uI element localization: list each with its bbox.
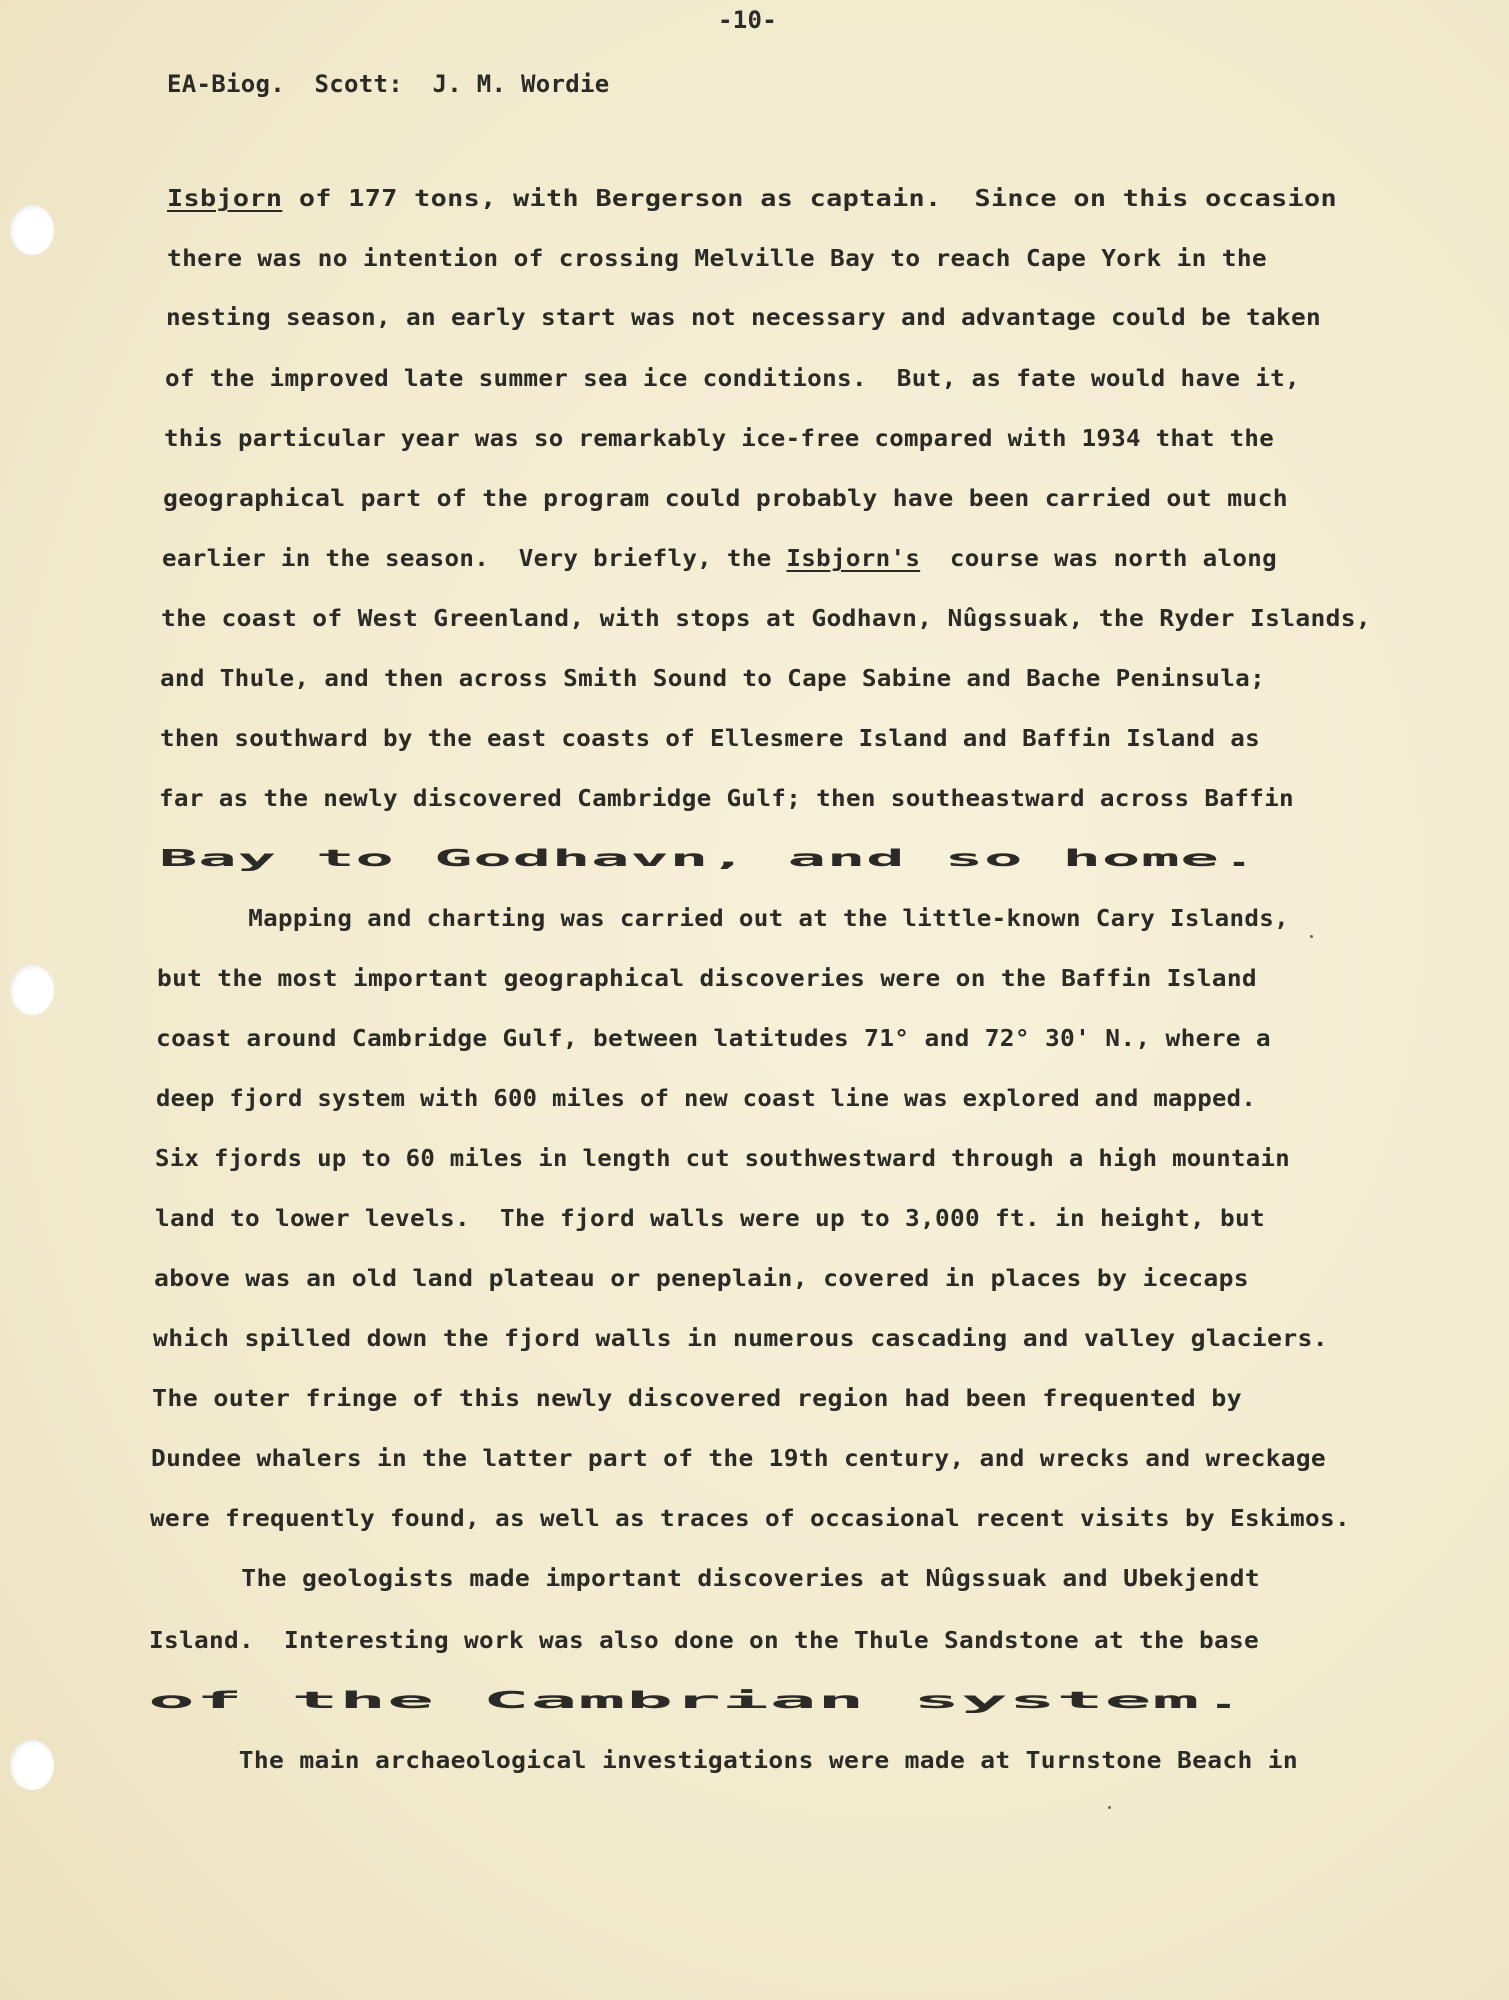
line-text: deep fjord system with 600 miles of new coast line was explored and mapped. — [156, 1086, 1256, 1112]
text-line — [150, 1568, 1260, 1591]
line-text: far as the newly discovered Cambridge Gulf; then southeastward across Baffin — [159, 786, 1294, 812]
line-text: then southward by the east coasts of Ellesmere Island and Baffin Island as — [160, 726, 1260, 752]
line-text: there was no intention of crossing Melville Bay to reach Cape York in the — [167, 246, 1267, 272]
page-number: -10- — [718, 6, 777, 34]
line-text: coast around Cambridge Gulf, between latitudes 71° and 72° 30' N., where a — [156, 1026, 1271, 1052]
text-line — [153, 1328, 1328, 1351]
line-text: geographical part of the program could probably have been carried out much — [163, 486, 1288, 512]
line-text: the coast of West Greenland, with stops at Godhavn, Nûgssuak, the Ryder Islands, — [161, 606, 1371, 632]
text-line — [160, 668, 1265, 691]
paper-speck — [1310, 935, 1313, 938]
text-line — [148, 1690, 1248, 1713]
line-text: Bay to Godhavn, and so home. — [159, 846, 1259, 872]
line-text: this particular year was so remarkably ice-free compared with 1934 that the — [164, 426, 1274, 452]
line-text: Dundee whalers in the latter part of the 19th century, and wrecks and wreckage — [151, 1446, 1326, 1472]
text-line — [159, 788, 1294, 811]
line-text: and Thule, and then across Smith Sound to Cape Sabine and Bache Peninsula; — [160, 666, 1265, 692]
text-line — [162, 548, 1277, 571]
text-line — [151, 1448, 1326, 1471]
text-line — [159, 848, 1259, 871]
line-text: of 177 tons, with Bergerson as captain. Since on this occasion — [282, 186, 1337, 212]
line-text: The geologists made important discoveries at Nûgssuak and Ubekjendt — [150, 1566, 1260, 1592]
text-line — [157, 968, 1257, 991]
text-line — [161, 608, 1371, 631]
text-line — [149, 1630, 1259, 1653]
text-line — [163, 488, 1288, 511]
line-text: of the Cambrian system. — [148, 1688, 1248, 1714]
text-line — [156, 1088, 1256, 1111]
line-text: but the most important geographical discoveries were on the Baffin Island — [157, 966, 1257, 992]
text-line — [166, 307, 1321, 330]
line-text: which spilled down the fjord walls in numerous cascading and valley glaciers. — [153, 1326, 1328, 1352]
text-line — [165, 368, 1300, 391]
text-line — [154, 1268, 1249, 1291]
line-text: earlier in the season. Very briefly, the — [162, 546, 787, 572]
line-text: Six fjords up to 60 miles in length cut southwestward through a high mountain — [155, 1146, 1290, 1172]
line-text: of the improved late summer sea ice conditions. But, as fate would have it, — [165, 366, 1300, 392]
line-text: Island. Interesting work was also done on the Thule Sandstone at the base — [149, 1628, 1259, 1654]
text-line — [155, 1148, 1290, 1171]
document-header: EA-Biog. Scott: J. M. Wordie — [167, 70, 610, 98]
punch-hole — [10, 1740, 54, 1790]
line-text: The main archaeological investigations were made at Turnstone Beach in — [148, 1748, 1298, 1774]
text-line — [156, 1028, 1271, 1051]
text-line — [150, 1508, 1350, 1531]
text-line — [155, 1208, 1265, 1231]
text-line — [148, 1750, 1298, 1773]
text-line — [167, 188, 1337, 211]
text-line — [164, 428, 1274, 451]
text-line — [152, 1388, 1242, 1411]
paper-speck — [1108, 1806, 1111, 1809]
ship-name: Isbjorn's — [786, 546, 921, 572]
line-text: Mapping and charting was carried out at the little-known Cary Islands, — [159, 906, 1289, 932]
line-text: nesting season, an early start was not necessary and advantage could be taken — [166, 305, 1321, 331]
line-text: above was an old land plateau or peneplain, covered in places by icecaps — [154, 1266, 1249, 1292]
line-text: The outer fringe of this newly discovered region had been frequented by — [152, 1386, 1242, 1412]
text-line — [160, 728, 1260, 751]
punch-hole — [10, 205, 54, 255]
line-text: land to lower levels. The fjord walls were up to 3,000 ft. in height, but — [155, 1206, 1265, 1232]
text-line — [167, 248, 1267, 271]
line-text: were frequently found, as well as traces of occasional recent visits by Eskimos. — [150, 1506, 1350, 1532]
line-text: course was north along — [920, 546, 1277, 572]
punch-hole — [10, 965, 54, 1015]
ship-name: Isbjorn — [167, 186, 283, 212]
text-line — [159, 908, 1289, 931]
